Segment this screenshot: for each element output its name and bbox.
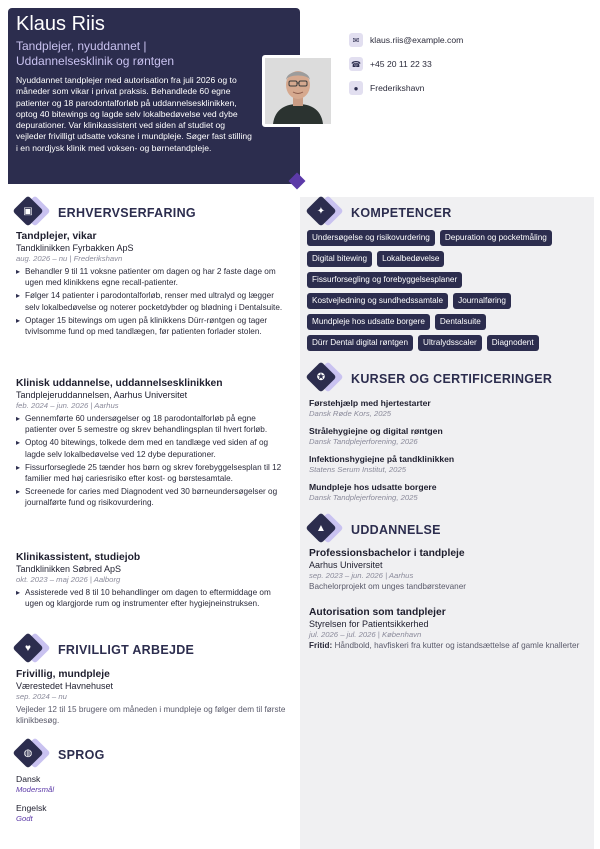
volunteer-item (16, 668, 286, 726)
location-text: Frederikshavn (370, 83, 425, 93)
course-name: Infektionshygiejne på tandklinikken (309, 454, 455, 464)
skill-tag: Kostvejledning og sundhedssamtale (307, 293, 448, 309)
job-meta: feb. 2024 – jun. 2026 | Aarhus (16, 401, 119, 410)
course-item (309, 398, 589, 419)
mail-icon: ✉ (349, 33, 363, 47)
language-item (16, 774, 54, 795)
language-level: Modersmål (16, 785, 55, 794)
course-name: Førstehjælp med hjertestarter (309, 398, 431, 408)
course-meta: Dansk Tandplejerforening, 2025 (309, 493, 418, 502)
degree-title: Autorisation som tandplejer (309, 607, 446, 618)
language-name: Dansk (16, 774, 41, 784)
volunteer-meta: sep. 2024 – nu (16, 692, 67, 701)
course-meta: Dansk Røde Kors, 2025 (309, 409, 392, 418)
skill-tag: Fissurforsegling og forebyggelsesplaner (307, 272, 462, 288)
experience-item (16, 377, 286, 511)
contact-email[interactable] (349, 33, 463, 47)
skill-tag: Dentalsuite (435, 314, 486, 330)
education-item (309, 606, 589, 651)
education-item (309, 547, 589, 592)
section-skills-heading: ✦ KOMPETENCER (307, 196, 452, 230)
volunteer-title: Frivillig, mundpleje (16, 669, 110, 680)
language-level: Godt (16, 814, 33, 823)
job-title: Tandplejer, vikar (16, 231, 97, 242)
volunteer-org: Værestedet Havnehuset (16, 681, 114, 691)
award-ribbon-icon: ✪ (316, 371, 326, 383)
contact-phone[interactable] (349, 57, 432, 71)
course-name: Strålehygiejne og digital røntgen (309, 426, 443, 436)
briefcase-icon: ▣ (23, 205, 33, 217)
section-volunteer-heading: ♥ FRIVILLIGT ARBEJDE (14, 633, 194, 667)
job-meta: aug. 2026 – nu | Frederikshavn (16, 254, 123, 263)
graduation-cap-icon: ▲ (316, 522, 326, 534)
language-item (16, 803, 47, 824)
phone-icon: ☎ (349, 57, 363, 71)
skill-tag: Digital bitewing (307, 251, 372, 267)
globe-icon: ◍ (23, 747, 33, 759)
person-portrait-icon (265, 58, 331, 124)
phone-text: +45 20 11 22 33 (370, 59, 432, 69)
job-bullet: ▸ Assisterede ved 8 til 10 behandlinger om dagen to eftermiddage om ugen og klargjorde rum og instrumenter efter hygiejneinstruksen. (16, 587, 286, 609)
job-bullet: ▸ Screenede for caries med Diagnodent ved 30 børneundersøgelser og journalførte fund og risikovurdering. (16, 486, 286, 508)
job-bullet: ▸ Gennemførte 60 undersøgelser og 18 parodontalforløb på egne patienter over 5 semestre og skrev behandlingsplan til hvert forløb. (16, 413, 286, 435)
candidate-role: Tandplejer, nyuddannet | Uddannelsesklinik og røntgen (16, 39, 175, 68)
skill-tag: Ultralydsscaler (418, 335, 482, 351)
skills-list (307, 230, 592, 351)
header-panel (8, 8, 300, 184)
job-company: Tandklinikken Søbred ApS (16, 564, 122, 574)
course-meta: Dansk Tandplejerforening, 2026 (309, 437, 418, 446)
job-bullet: ▸ Fissurforseglede 25 tænder hos børn og skrev forebyggelsesplan til 12 familier med høj cariesrisiko efter kost- og børstesamtale. (16, 462, 286, 484)
skill-tag: Depuration og pocketmåling (440, 230, 552, 246)
degree-title: Professionsbachelor i tandpleje (309, 548, 465, 559)
email-text: klaus.riis@example.com (370, 35, 464, 45)
job-bullet: ▸ Behandler 9 til 11 voksne patienter om dagen og har 2 faste dage om ugen med klinikkens egne recall-patienter. (16, 266, 286, 288)
skill-tag: Lokalbedøvelse (377, 251, 444, 267)
job-bullet: ▸ Følger 14 patienter i parodontalforløb, renser med ultralyd og lægger selv lokalbedøvelse og noterer pocketdybder og blødning i Dentalsuite. (16, 290, 286, 312)
language-name: Engelsk (16, 803, 47, 813)
candidate-name: Klaus Riis (16, 13, 105, 35)
skill-tag: Journalføring (453, 293, 511, 309)
skill-tag: Undersøgelse og risikovurdering (307, 230, 435, 246)
education-desc: Fritid: Håndbold, havfiskeri fra kutter og istandsættelse af gamle knallerter (309, 641, 580, 650)
location-pin-icon: ● (349, 81, 363, 95)
skill-tag: Diagnodent (487, 335, 539, 351)
experience-item (16, 551, 286, 611)
job-title: Klinikassistent, studiejob (16, 552, 141, 563)
course-name: Mundpleje hos udsatte borgere (309, 482, 437, 492)
education-meta: sep. 2023 – jun. 2026 | Aarhus (309, 571, 414, 580)
lightbulb-icon: ✦ (316, 205, 326, 217)
section-education-heading: ▲ UDDANNELSE (307, 513, 441, 547)
volunteer-desc: Vejleder 12 til 15 brugere om måneden i mundpleje og følger dem til første klinikbesøg. (16, 705, 286, 725)
job-bullet: ▸ Optager 15 bitewings om ugen på klinikkens Dürr-røntgen og tager tvivlsomme fund op med tandlægen, før patienten forlader stolen. (16, 315, 286, 337)
course-item (309, 454, 589, 475)
school-name: Styrelsen for Patientsikkerhed (309, 619, 429, 629)
education-meta: jul. 2026 – jul. 2026 | København (309, 630, 422, 639)
section-languages-heading: ◍ SPROG (14, 738, 105, 772)
heart-hand-icon: ♥ (25, 642, 31, 654)
experience-item (16, 230, 286, 339)
section-courses-heading: ✪ KURSER OG CERTIFICERINGER (307, 362, 552, 396)
skill-tag: Dürr Dental digital røntgen (307, 335, 413, 351)
job-company: Tandplejeruddannelsen, Aarhus Universitet (16, 390, 188, 400)
job-meta: okt. 2023 – maj 2026 | Aalborg (16, 575, 121, 584)
job-company: Tandklinikken Fyrbakken ApS (16, 243, 134, 253)
section-experience-heading: ▣ ERHVERVSERFARING (14, 196, 196, 230)
job-bullet: ▸ Optog 40 bitewings, tolkede dem med en tandlæge ved siden af og lagde selv lokalbedøvelse ved 12 dybe depurationer. (16, 437, 286, 459)
profile-photo (262, 55, 334, 127)
contact-location (349, 81, 424, 95)
course-item (309, 426, 589, 447)
education-desc: Bachelorprojekt om unges tandbørstevaner (309, 582, 467, 591)
skill-tag: Mundpleje hos udsatte borgere (307, 314, 430, 330)
course-meta: Statens Serum Institut, 2025 (309, 465, 407, 474)
course-item (309, 482, 589, 503)
school-name: Aarhus Universitet (309, 560, 383, 570)
job-title: Klinisk uddannelse, uddannelsesklinikken (16, 378, 223, 389)
profile-summary: Nyuddannet tandplejer med autorisation fra juli 2026 og to måneder som vikar i privat praksis. Behandlede 60 egne patienter og 18 parodontalforløb på uddannelsesklinikken, optog 40 bitewings og lagde selv lokalbedøvelse ved dybe depurationer. Var klinikassistent ved siden af studiet og vejleder frivilligt udsatte voksne i mundpleje. Søger fast stilling i en nordjysk klinik med voksen- og børnetandpleje. (16, 75, 252, 153)
